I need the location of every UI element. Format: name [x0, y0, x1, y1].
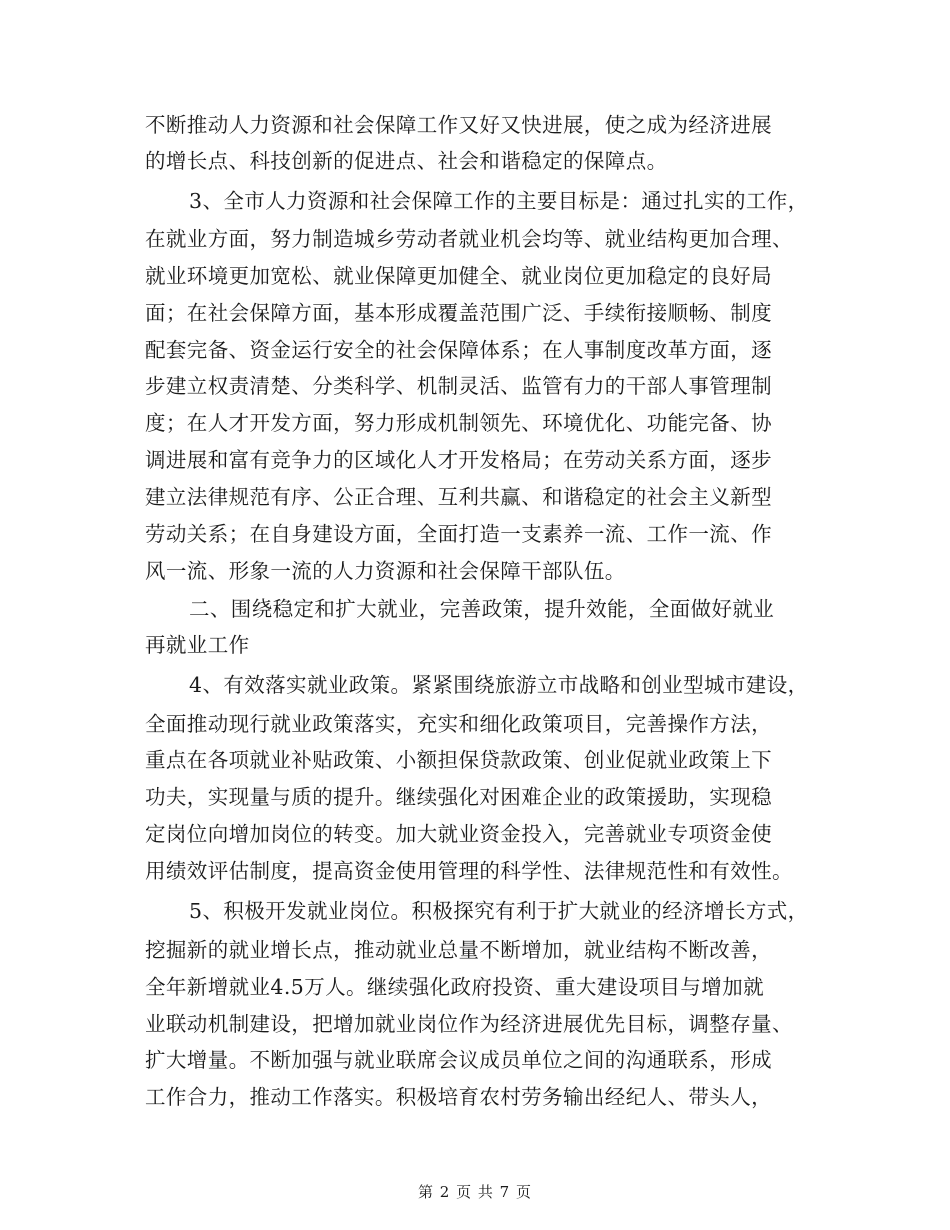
- text-line: 全面推动现行就业政策落实，充实和细化政策项目，完善操作方法，: [145, 712, 772, 736]
- text-line: 配套完备、资金运行安全的社会保障体系；在人事制度改革方面，逐: [145, 338, 772, 362]
- text-line: 的增长点、科技创新的促进点、社会和谐稳定的保障点。: [145, 149, 668, 173]
- text-line: 业联动机制建设，把增加就业岗位作为经济进展优先目标，调整存量、: [145, 1012, 793, 1036]
- text-line: 工作合力，推动工作落实。积极培育农村劳务输出经纪人、带头人，: [145, 1085, 772, 1109]
- text-line: 就业环境更加宽松、就业保障更加健全、就业岗位更加稳定的良好局: [145, 264, 772, 288]
- text-line: 4、有效落实就业政策。紧紧围绕旅游立市战略和创业型城市建设，: [189, 673, 809, 697]
- text-line: 用绩效评估制度，提高资金使用管理的科学性、法律规范性和有效性。: [145, 859, 793, 883]
- section-heading-cont: 再就业工作: [145, 633, 250, 657]
- text-line: 劳动关系；在自身建设方面，全面打造一支素养一流、工作一流、作: [145, 522, 772, 546]
- text-line: 在就业方面，努力制造城乡劳动者就业机会均等、就业结构更加合理、: [145, 227, 793, 251]
- text-line: 建立法律规范有序、公正合理、互利共赢、和谐稳定的社会主义新型: [145, 485, 772, 509]
- page-number: 第 2 页 共 7 页: [418, 1183, 532, 1201]
- text-line: 不断推动人力资源和社会保障工作又好又快进展，使之成为经济进展: [145, 113, 772, 137]
- text-line: 风一流、形象一流的人力资源和社会保障干部队伍。: [145, 559, 626, 583]
- text-line: 全年新增就业4.5万人。继续强化政府投资、重大建设项目与增加就: [145, 975, 764, 999]
- text-line: 面；在社会保障方面，基本形成覆盖范围广泛、手续衔接顺畅、制度: [145, 301, 772, 325]
- text-line: 3、全市人力资源和社会保障工作的主要目标是：通过扎实的工作，: [189, 189, 809, 213]
- section-heading: 二、围绕稳定和扩大就业，完善政策，提升效能，全面做好就业: [189, 597, 775, 621]
- text-line: 重点在各项就业补贴政策、小额担保贷款政策、创业促就业政策上下: [145, 748, 772, 772]
- text-line: 调进展和富有竞争力的区域化人才开发格局；在劳动关系方面，逐步: [145, 448, 772, 472]
- text-line: 挖掘新的就业增长点，推动就业总量不断增加，就业结构不断改善，: [145, 938, 772, 962]
- text-line: 扩大增量。不断加强与就业联席会议成员单位之间的沟通联系，形成: [145, 1048, 772, 1072]
- text-line: 5、积极开发就业岗位。积极探究有利于扩大就业的经济增长方式，: [189, 899, 809, 923]
- text-line: 度；在人才开发方面，努力形成机制领先、环境优化、功能完备、协: [145, 411, 772, 435]
- text-line: 步建立权责清楚、分类科学、机制灵活、监管有力的干部人事管理制: [145, 374, 772, 398]
- text-line: 定岗位向增加岗位的转变。加大就业资金投入，完善就业专项资金使: [145, 822, 772, 846]
- text-line: 功夫，实现量与质的提升。继续强化对困难企业的政策援助，实现稳: [145, 785, 772, 809]
